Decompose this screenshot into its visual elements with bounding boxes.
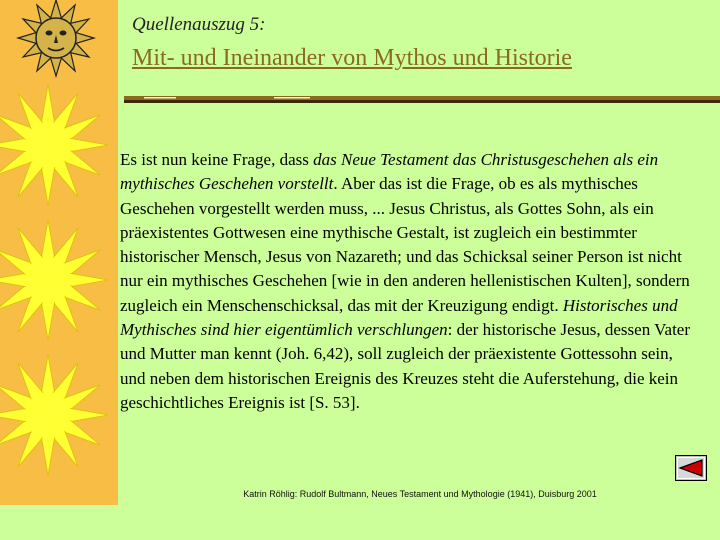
slide-title: Mit- und Ineinander von Mythos und Historie [132,45,572,71]
quote-segment: Es ist nun keine Frage, dass [120,150,314,169]
quote-segment: . Aber das ist die Frage, ob es als mythisches Geschehen vorgestellt werden muss, ... Jesus Christus, als Gottes Sohn, als ein präexistentes Gottwesen eine mythische Gestalt, ist zugleich ein bestimmter historischer Mensch, Jesus von Nazareth; und das Schicksal seiner Person ist nicht nur ein mythisches Geschehen [wie in den anderen hellenistischen Kulten], sondern zugleich ein Menschenschicksal, das mit der Kreuzigung endigt. [120,174,690,315]
sun-icon [0,355,108,475]
quote-segment-italic: Historisches und Mythisches sind hier eigentümlich verschlungen [120,295,678,340]
title-divider [124,92,720,104]
quote-segment-italic: das Neue Testament das Christusgeschehen als ein mythisches Geschehen vorstellt [120,150,659,194]
sun-decoration-strip [0,0,118,505]
sun-face-icon [18,0,94,76]
sun-icon [0,220,108,340]
sun-icon [0,85,108,205]
quote-segment: : der historische Jesus, dessen Vater und Mutter man kennt (Joh. 6,42), soll zugleich der präexistente Gottessohn sein, und neben dem historischen Ereignis des Kreuzes steht die Auferstehung, die kein geschichtliches Ereignis ist [S. 53]. [120,320,690,412]
slide-subtitle: Quellenauszug 5: [132,14,266,35]
quote-body [120,148,702,415]
triangle-left-icon [675,455,707,481]
source-citation: Katrin Röhlig: Rudolf Bultmann, Neues Testament und Mythologie (1941), Duisburg 2001 [243,489,597,499]
back-button[interactable] [675,455,707,481]
